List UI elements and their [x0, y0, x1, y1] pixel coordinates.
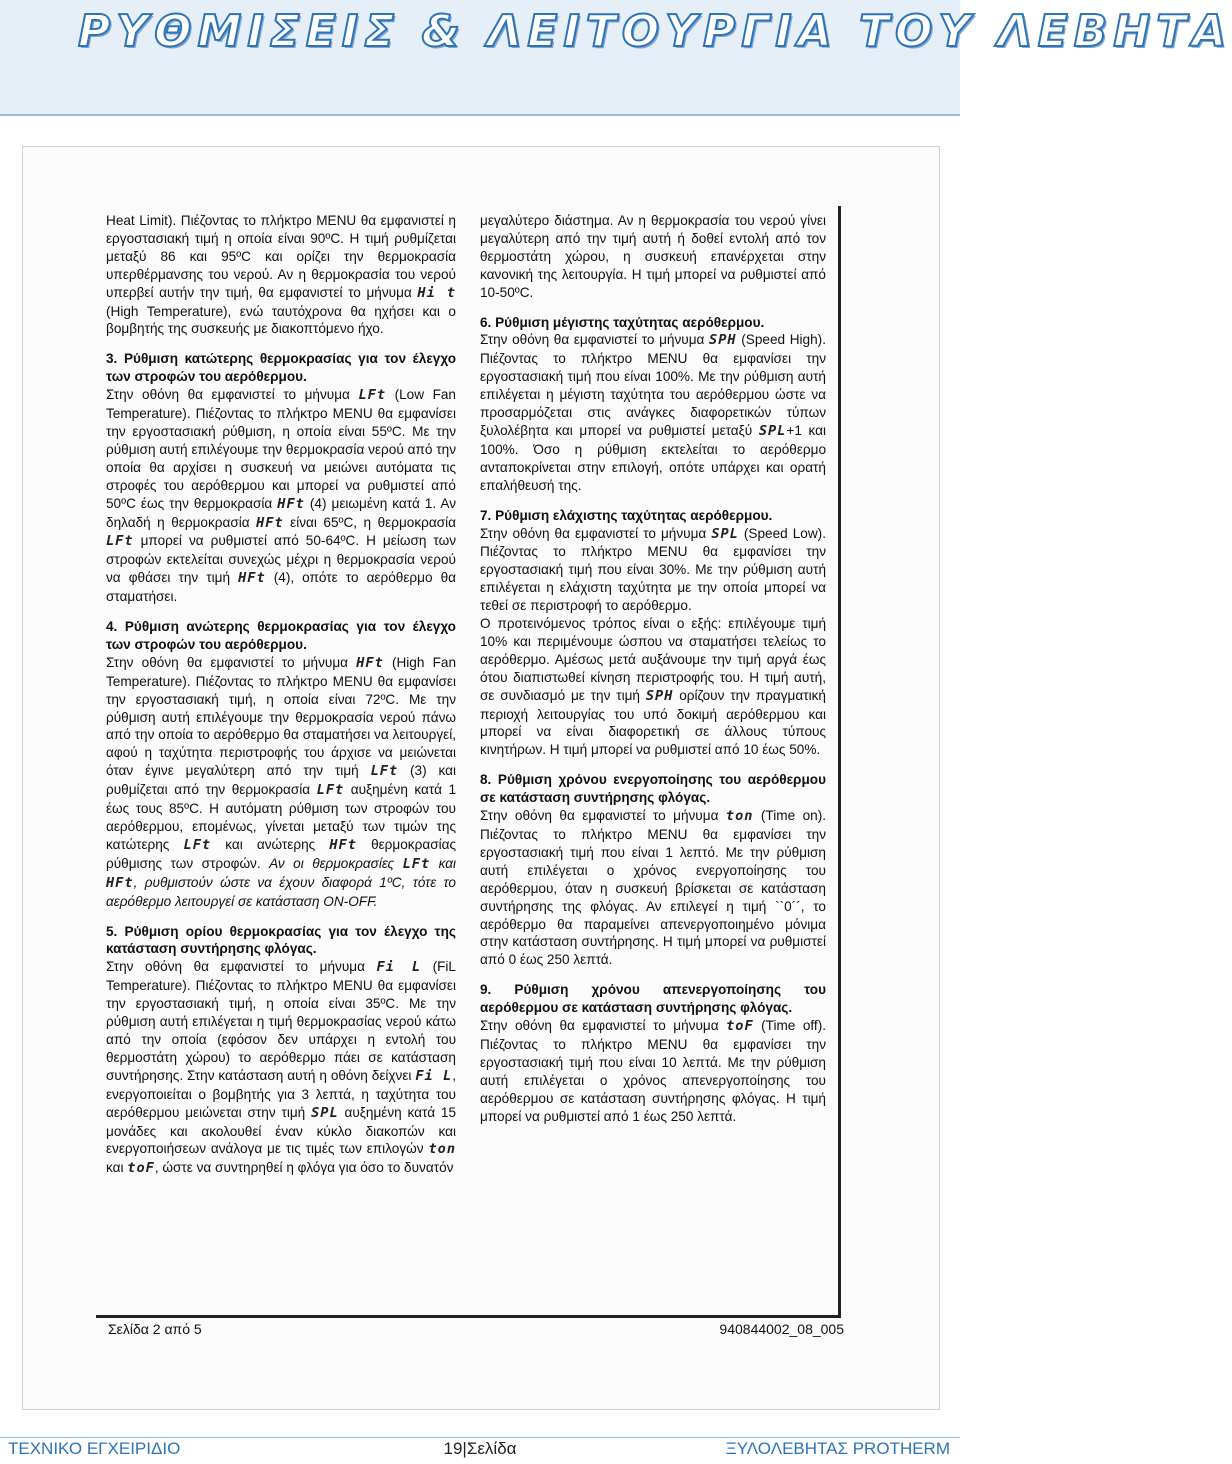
section-9-heading: 9. Ρύθμιση χρόνου απενεργοποίησης του αερόθερμου σε κατάσταση συντήρησης φλόγας.	[480, 982, 826, 1016]
footer-page-number: 19|Σελίδα	[443, 1439, 517, 1458]
section-7-heading: 7. Ρύθμιση ελάχιστης ταχύτητας αερόθερμου.	[480, 507, 773, 523]
footer-divider	[0, 1437, 960, 1438]
section-6-heading: 6. Ρύθμιση μέγιστης ταχύτητας αερόθερμου.	[480, 314, 765, 330]
section-3-heading: 3. Ρύθμιση κατώτερης θερμοκρασίας για τον έλεγχο των στροφών του αερόθερμου.	[106, 351, 456, 385]
lcd-code: Fi L	[376, 959, 422, 976]
lcd-code: LFt	[402, 855, 431, 872]
footer-product-name: ΞΥΛΟΛΕΒΗΤΑΣ PROTHERM	[725, 1439, 950, 1458]
lcd-code: HFt	[106, 874, 134, 891]
page-title: ΡΥΘΜΙΣΕΙΣ & ΛΕΙΤΟΥΡΓΙΑ ΤΟΥ ΛΕΒΗΤΑ	[78, 6, 1232, 57]
lcd-code: HFt	[238, 570, 266, 587]
footer-manual-title: ΤΕΧΝΙΚΟ ΕΓΧΕΙΡΙΔΙΟ	[8, 1439, 181, 1458]
lcd-code: SPH	[709, 332, 737, 349]
lcd-code: ton	[725, 808, 754, 825]
lcd-code: ton	[428, 1141, 457, 1158]
section-4-body: Στην οθόνη θα εμφανιστεί το μήνυμα HFt (High Fan Temperature). Πιέζοντας το πλήκτρο MENU θα εμφανίσει την εργοστασιακή τιμή, η οποία είναι 72ºC. Με την ρύθμιση αυτή επιλέγουμε την θερμοκρασία νερού πάνω από την οποία το αερόθερμο θα σταματήσει να λειτουργεί, αφού η ταχύτητα περιστροφής του άρχισε να μειώνεται όταν έγινε μεγαλύτερη από την τιμή LFt (3) και ρυθμίζεται από την θερμοκρασία LFt αυξημένη κατά 1 έως τους 85ºC. Η αυτόματη ρύθμιση των στροφών του αερόθερμου, επομένως, γίνεται μεταξύ των τιμών της κατώτερης LFt και ανώτερης HFt θερμοκρασίας ρύθμισης των στροφών. Αν οι θερμοκρασίες LFt και HFt, ρυθμιστούν ώστε να έχουν διαφορά 1ºC, τότε το αερόθερμο λειτουργεί σε κατάσταση ON-OFF.	[106, 654, 457, 909]
section-9-body: Στην οθόνη θα εμφανιστεί το μήνυμα toF (Time off). Πιέζοντας το πλήκτρο MENU θα εμφανίσει την εργοστασιακή τιμή που είναι 10 λεπτά. Με την ρύθμιση αυτή επιλέγεται ο χρόνος απενεργοποίησης του αερόθερμου σε κατάσταση συντήρησης φλόγας. Η τιμή μπορεί να ρυθμιστεί από 1 έως 250 λεπτά.	[480, 1018, 827, 1124]
left-column	[106, 212, 456, 1190]
lcd-code: SPH	[645, 687, 674, 704]
scan-document-code: 940844002_08_005	[719, 1321, 844, 1337]
lcd-code: HFt	[256, 514, 284, 531]
right-column	[480, 212, 826, 1138]
lcd-code: LFt	[316, 782, 345, 799]
header-banner	[0, 0, 1232, 116]
section-7-body: Στην οθόνη θα εμφανιστεί το μήνυμα SPL (Speed Low). Πιέζοντας το πλήκτρο MENU θα εμφανίσει την εργοστασιακή τιμή που είναι 30%. Με την ρύθμιση αυτή επιλέγεται η ελάχιστη ταχύτητα με την οποία μπορεί να τεθεί σε περιστροφή το αερόθερμο.	[480, 525, 826, 614]
section-8-heading: 8. Ρύθμιση χρόνου ενεργοποίησης του αερόθερμου σε κατάσταση συντήρησης φλόγας.	[480, 772, 826, 806]
lcd-code: LFt	[106, 533, 134, 550]
lcd-code: HFt	[356, 654, 384, 671]
lcd-code: LFt	[370, 763, 399, 780]
section-3-body: Στην οθόνη θα εμφανιστεί το μήνυμα LFt (Low Fan Temperature). Πιέζοντας το πλήκτρο MENU θα εμφανίσει την εργοστασιακή ρύθμιση, η οποία είναι 55ºC. Με την ρύθμιση αυτή επιλέγουμε την θερμοκρασία νερού από την οποία θα αρχίσει η συσκευή να μειώνει αυτόματα τις στροφές του αερόθερμου και μπορεί να ρυθμιστεί από 50ºC έως την θερμοκρασία HFt (4) μειωμένη κατά 1. Αν δηλαδή η θερμοκρασία HFt είναι 65ºC, η θερμοκρασία LFt μπορεί να ρυθμιστεί από 50-64ºC. Η μείωση των στροφών εκτελείται συνεχώς μέχρι η θερμοκρασία νερού να φθάσει την τιμή HFt (4), οπότε το αερόθερμο θα σταματήσει.	[106, 387, 457, 605]
section-6-body: Στην οθόνη θα εμφανιστεί το μήνυμα SPH (Speed High). Πιέζοντας το πλήκτρο MENU θα εμφανίσει την εργοστασιακή τιμή που είναι 100%. Με την ρύθμιση αυτή επιλέγεται η μέγιστη ταχύτητα του αερόθερμου ώστε να προσαρμόζεται στις ανάγκες διαφορετικών τύπων ξυλολέβητα και μπορεί να ρυθμιστεί μεταξύ SPL+1 και 100%. Όσο η ρύθμιση εκτελείται το αερόθερμο ανταποκρίνεται στην επιλογή, οπότε υπάρχει και ορατή επαλήθευσή της.	[480, 332, 826, 493]
lcd-code: SPL	[311, 1104, 339, 1121]
section-5-body: Στην οθόνη θα εμφανιστεί το μήνυμα Fi L (FiL Temperature). Πιέζοντας το πλήκτρο MENU θα εμφανίσει την εργοστασιακή τιμή, η οποία είναι 35ºC. Με την ρύθμιση αυτή επιλέγεται η τιμή θερμοκρασίας νερού κάτω από την οποία (εφόσον δεν υπάρχει η εντολή του θερμοστάτη χώρου) το αερόθερμο πάει σε κατάσταση συντήρησης. Στην κατάσταση αυτή η οθόνη δείχνει Fi L, ενεργοποιείται ο βομβητής για 3 λεπτά, η ταχύτητα του αερόθερμου μειώνεται στην τιμή SPL αυξημένη κατά 15 μονάδες και ακολουθεί έναν κύκλο διακοπών και ενεργοποιήσεων ανάλογα με τις τιμές των επιλογών ton και toF, ώστε να συντηρηθεί η φλόγα για όσο το δυνατόν	[106, 959, 457, 1177]
lcd-code: HFt	[277, 495, 305, 512]
section-7-procedure: Ο προτεινόμενος τρόπος είναι ο εξής: επιλέγουμε τιμή 10% και περιμένουμε ώσπου να σταματήσει τελείως το αερόθερμο. Αμέσως μετά αυξάνουμε την τιμή αργά έως ότου διαπιστωθεί κίνηση περιστροφής του. Η τιμή αυτή, σε συνδιασμό με την τιμή SPH ορίζουν την πραγματική περιοχή λειτουργίας του υπό δοκιμή αερόθερμου και μπορεί να είναι διαφορετική σε άλλους τύπους κινητήρων. Η τιμή μπορεί να ρυθμιστεί από 10 έως 50%.	[480, 616, 826, 758]
lcd-code: toF	[127, 1160, 155, 1177]
paragraph-continuation: μεγαλύτερο διάστημα. Αν η θερμοκρασία του νερού γίνει μεγαλύτερη από την τιμή αυτή ή δοθεί εντολή από τον θερμοστάτη χώρου, η συσκευή επανέρχεται στην κανονική της λειτουργία. Η τιμή μπορεί να ρυθμιστεί από 10-50ºC.	[480, 213, 826, 300]
section-4-heading: 4. Ρύθμιση ανώτερης θερμοκρασίας για τον έλεγχο των στροφών του αερόθερμου.	[106, 619, 456, 652]
lcd-code: LFt	[358, 387, 387, 404]
lcd-code: SPL	[758, 422, 787, 439]
lcd-code: LFt	[183, 836, 212, 853]
lcd-code: Hi t	[417, 284, 456, 301]
lcd-code: HFt	[329, 836, 357, 853]
section-8-body: Στην οθόνη θα εμφανιστεί το μήνυμα ton (Time on). Πιέζοντας το πλήκτρο MENU θα εμφανίσει την εργοστασιακή τιμή που είναι 1 λεπτό. Με την ρύθμιση αυτή επιλέγεται ο χρόνος ενεργοποίησης του αερόθερμου, όταν η συσκευή βρίσκεται σε κατάσταση συντήρησης της φλόγας. Αν επιλεγεί η τιμή ``0´´, το αερόθερμο θα παραμείνει απενεργοποιημένο μόνιμα στην κατάσταση συντήρησης. Η τιμή μπορεί να ρυθμιστεί από 0 έως 250 λεπτά.	[480, 808, 827, 968]
scan-page-number: Σελίδα 2 από 5	[108, 1321, 202, 1337]
section-5-heading: 5. Ρύθμιση ορίου θερμοκρασίας για τον έλεγχο της κατάσταση συντήρησης φλόγας.	[106, 923, 456, 957]
paragraph-heat-limit: Heat Limit). Πιέζοντας το πλήκτρο MENU θα εμφανιστεί η εργοστασιακή τιμή η οποία είναι 90ºC. Η τιμή ρυθμίζεται μεταξύ 86 και 95ºC και ορίζει την θερμοκρασία υπερθέρμανσης του νερού. Αν η θερμοκρασία του νερού υπερβεί αυτήν την τιμή, θα εμφανιστεί το μήνυμα Hi t (High Temperature), ενώ ταυτόχρονα θα ηχήσει και ο βομβητής της συσκευής με διακοπτόμενο ήχο.	[106, 213, 456, 337]
lcd-code: toF	[726, 1018, 754, 1035]
lcd-code: Fi L	[415, 1067, 453, 1084]
lcd-code: SPL	[711, 525, 739, 542]
